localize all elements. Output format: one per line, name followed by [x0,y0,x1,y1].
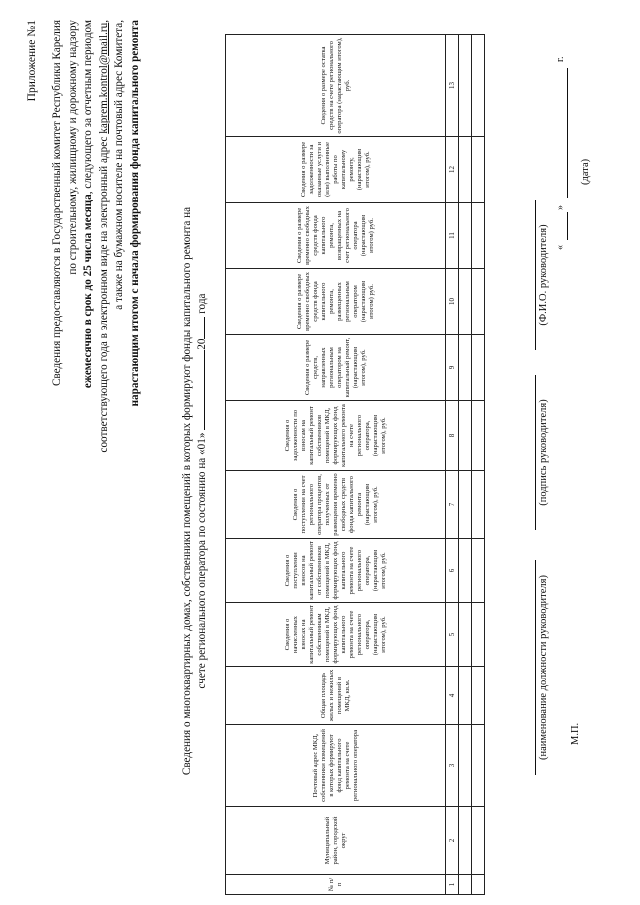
column-header: Муниципальный район, городской округ [226,807,446,875]
day-blank [567,212,568,240]
column-header: № п/п [226,875,446,895]
column-number: 4 [446,667,459,725]
table-cell[interactable] [459,807,472,875]
table-cell[interactable] [459,137,472,203]
intro-line-4-start: соответствующего года в электронном виде на электронный адрес [97,133,110,453]
column-header: Сведения о размере временно свободных средств фонда капитального ремонта, возвращенных на счет регионального оператора (нарастающим итогом) руб. [226,203,446,269]
year-blank [204,317,205,339]
intro-line-3 [81,20,97,660]
caption-line-2 [195,111,210,871]
caption-line-2-start: счете регионального оператора по состоянию на «01» [196,432,208,689]
table-cell[interactable] [459,875,472,895]
table-cell[interactable] [459,471,472,539]
table-cell[interactable] [472,35,485,137]
table-cell[interactable] [459,539,472,603]
table-row [472,35,485,895]
table-cell[interactable] [472,471,485,539]
position-signature-line [535,560,549,775]
column-number: 2 [446,807,459,875]
table-cell[interactable] [459,335,472,401]
intro-line-4 [97,20,113,660]
name-label: (Ф.И.О. руководителя) [538,224,549,326]
table-cell[interactable] [472,539,485,603]
table-header-row [226,35,446,895]
column-header: Сведения о размере средств, направленных региональным оператором на капитальный ремонт, (нарастающим итогом), руб. [226,335,446,401]
table-cell[interactable] [472,725,485,807]
table-row [459,35,472,895]
intro-line-5: а также на бумажном носителе на почтовый адрес Комитета, [113,20,125,310]
column-number: 3 [446,725,459,807]
column-header: Сведения о размере временно свободных средств фонда капитального ремонта, размещенных региональным оператором (нарастающим итогом) руб. [226,269,446,335]
table-cell[interactable] [459,203,472,269]
column-number: 9 [446,335,459,401]
caption-line-1: Сведения о многоквартирных домах, собственники помещений в которых формируют фонды капитального ремонта на [181,206,193,776]
table-cell[interactable] [472,807,485,875]
column-number: 8 [446,401,459,471]
table-cell[interactable] [459,269,472,335]
intro-line-3-rest: , следующего за отчетным периодом [82,20,94,195]
appendix-label: Приложение №1 [26,20,38,102]
column-number: 10 [446,269,459,335]
date-year-suffix: г. [555,56,566,62]
email-link[interactable]: kaprem.kontrol@mail.ru [97,22,110,134]
column-number: 11 [446,203,459,269]
intro-line-4-end: , [97,20,110,23]
column-header: Общая площадь жилых и нежилых помещений в МКД, кв.м. [226,667,446,725]
column-number: 1 [446,875,459,895]
column-header: Сведения о начисленных взносах на капитальный ремонт собственникам помещений в МКД, формирующих фонд капитального ремонта на счете регионального оператора, (нарастающим итогом), руб. [226,603,446,667]
column-number: 12 [446,137,459,203]
date-quote-open: « [555,245,566,250]
column-header: Сведения о поступлении на счет регионального оператора процентов, полученных от размещения временно свободных средств фонда капитального ремонта (нарастающим итогом), руб. [226,471,446,539]
date-quote-close: » [555,205,566,210]
table-cell[interactable] [472,667,485,725]
table-cell[interactable] [459,35,472,137]
column-header: Сведения о размере задолженности за оказанные услуги и (или) выполненные работы по капитальному ремонту, (нарастающим итогом), руб. [226,137,446,203]
table-cell[interactable] [459,401,472,471]
intro-line-1: Сведения предоставляются в Государственный комитет Республики Карелия [51,20,63,387]
intro-text [50,20,143,660]
table-cell[interactable] [459,603,472,667]
report-table [225,34,485,895]
month-year-blank [567,68,568,198]
table-cell[interactable] [472,401,485,471]
column-number: 13 [446,35,459,137]
caption-year-prefix: 20 [196,338,208,350]
intro-line-6 [128,20,144,660]
column-header: Сведения о поступлении взносов на капитальный ремонт от собственников помещений в МКД, формирующих фонд капитального ремонта на счете регионального оператора, (нарастающим итогом), руб. [226,539,446,603]
table-cell[interactable] [472,269,485,335]
column-number: 7 [446,471,459,539]
month-blank [204,350,205,430]
name-signature-line [535,200,549,350]
table-caption [180,111,210,871]
table-number-row [446,35,459,895]
column-number: 6 [446,539,459,603]
table-cell[interactable] [459,667,472,725]
caption-line-2-end: года [196,293,208,314]
column-header: Сведения о размере остатка средств на счете регионального оператора (нарастающим итогом), руб. [226,35,446,137]
intro-cumulative: нарастающим итогом с начала формирования фонда капитального ремонта [128,20,141,407]
position-label: (наименование должности руководителя) [538,575,549,760]
intro-deadline: ежемесячно в срок до 25 числа месяца [82,194,94,389]
column-header: Почтовый адрес МКД, собственники помещений в которых формируют фонд капитального ремонта на счете регионального оператора [226,725,446,807]
date-label: (дата) [580,158,591,185]
table-cell[interactable] [472,603,485,667]
column-number: 5 [446,603,459,667]
intro-line-2: по строительному, жилищному и дорожному надзору [66,20,79,275]
table-cell[interactable] [472,335,485,401]
stamp-label: М.П. [570,722,581,745]
column-header: Сведения о задолженности по взносам на капитальный ремонт собственников помещений в МКД, формирующих фонд капитального ремонта на счете регионального оператора, (нарастающим итогом), руб. [226,401,446,471]
table-cell[interactable] [459,725,472,807]
table-cell[interactable] [472,137,485,203]
signature-line [535,375,549,530]
signature-label: (подпись руководителя) [538,399,549,506]
table-cell[interactable] [472,203,485,269]
table-cell[interactable] [472,875,485,895]
